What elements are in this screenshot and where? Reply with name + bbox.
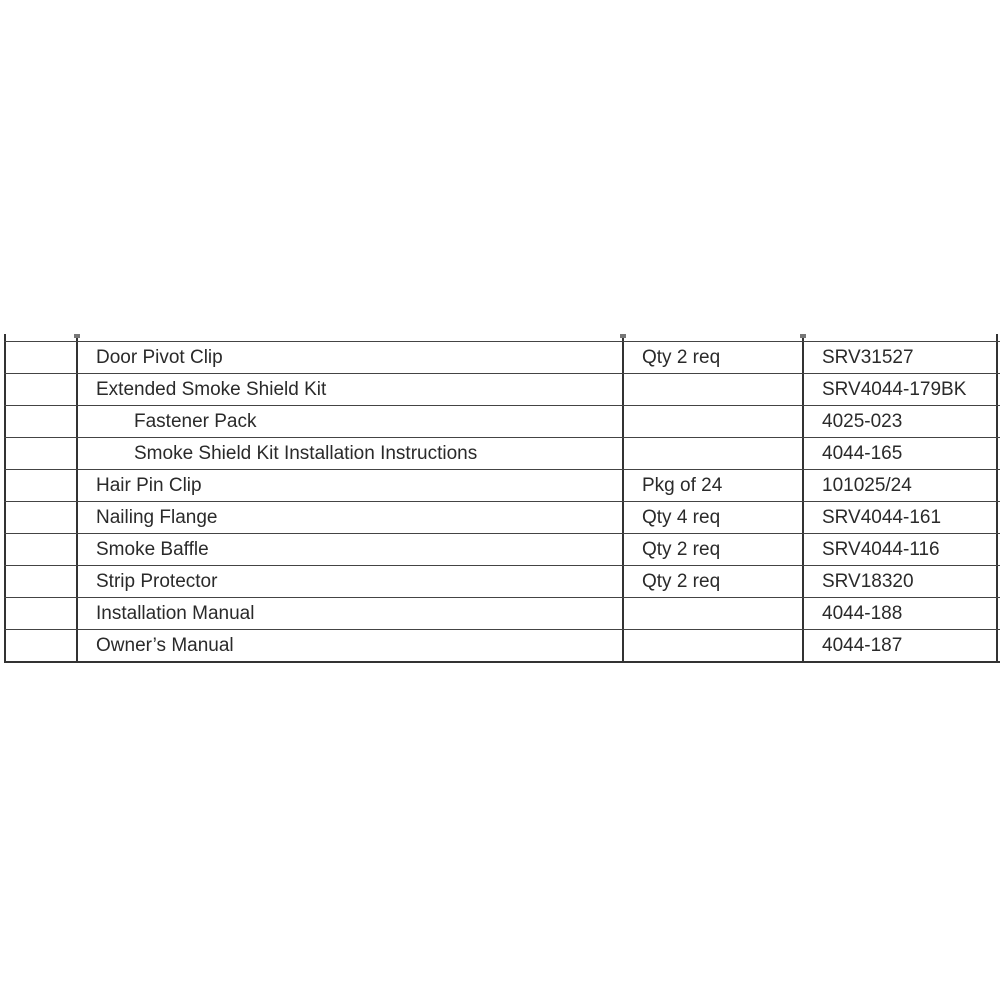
part-number: SRV4044-116 (822, 539, 940, 560)
clipped-row-mark (620, 334, 626, 338)
part-number: 4025-023 (822, 411, 903, 432)
part-quantity: Qty 2 req (642, 571, 721, 592)
part-number: SRV4044-179BK (822, 379, 967, 400)
table-bottom-border (4, 661, 1000, 663)
part-quantity: Qty 2 req (642, 347, 721, 368)
table-row (4, 469, 1000, 501)
part-number: 4044-165 (822, 443, 903, 464)
part-number: 101025/24 (822, 475, 912, 496)
part-description: Extended Smoke Shield Kit (96, 379, 327, 400)
part-number: SRV18320 (822, 571, 914, 592)
part-number: 4044-187 (822, 635, 903, 656)
part-description: Installation Manual (96, 603, 255, 624)
part-description: Smoke Shield Kit Installation Instructions (134, 443, 478, 464)
table-row (4, 533, 1000, 565)
table-row (4, 437, 1000, 469)
part-description: Door Pivot Clip (96, 347, 223, 368)
table-row (4, 341, 1000, 373)
part-description: Owner’s Manual (96, 635, 234, 656)
part-quantity: Qty 4 req (642, 507, 721, 528)
clipped-row-mark (74, 334, 80, 338)
part-description: Fastener Pack (134, 411, 257, 432)
part-description: Strip Protector (96, 571, 218, 592)
parts-table (4, 334, 1000, 664)
part-number: SRV31527 (822, 347, 914, 368)
table-row (4, 501, 1000, 533)
part-quantity: Qty 2 req (642, 539, 721, 560)
part-number: 4044-188 (822, 603, 903, 624)
table-row (4, 629, 1000, 661)
table-row (4, 373, 1000, 405)
part-description: Smoke Baffle (96, 539, 209, 560)
table-row (4, 565, 1000, 597)
part-number: SRV4044-161 (822, 507, 942, 528)
clipped-row-mark (800, 334, 806, 338)
part-description: Hair Pin Clip (96, 475, 202, 496)
table-row (4, 405, 1000, 437)
part-quantity: Pkg of 24 (642, 475, 723, 496)
part-description: Nailing Flange (96, 507, 218, 528)
table-row (4, 597, 1000, 629)
